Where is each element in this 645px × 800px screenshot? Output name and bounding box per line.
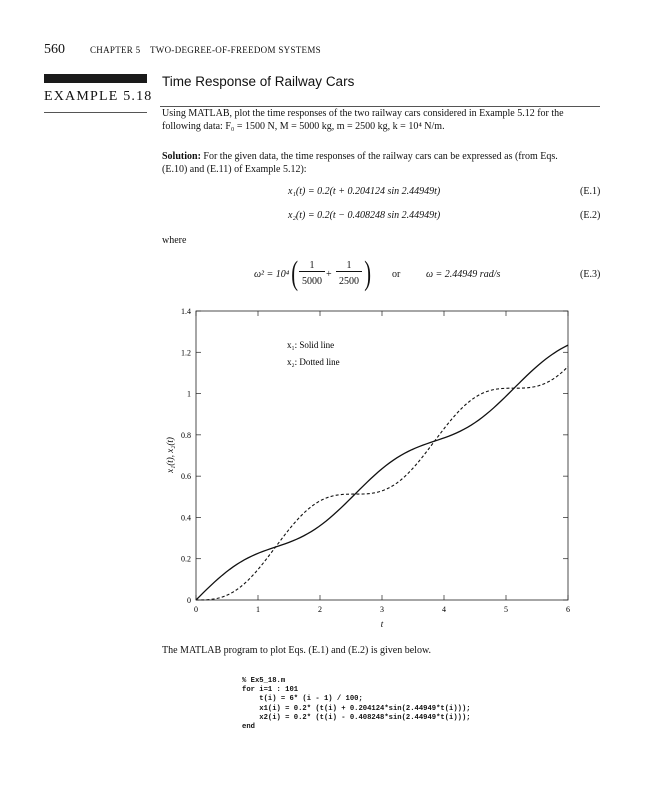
solution-label: Solution: <box>162 151 201 162</box>
equation-e1-number: (E.1) <box>580 186 601 197</box>
frac2-denominator: 2500 <box>339 276 359 287</box>
equation-e2: x₂(t) = 0.2(t − 0.408248 sin 2.44949t) <box>288 210 441 221</box>
y-axis-label: x₁(t), x₂(t) <box>165 437 175 473</box>
example-label: EXAMPLE 5.18 <box>44 89 153 104</box>
chapter-label: CHAPTER 5 <box>90 45 141 55</box>
left-paren: ( <box>291 255 299 292</box>
y-tick-label: 0.4 <box>181 513 191 523</box>
chart-ticks <box>181 307 570 614</box>
legend-x2: x₂: Dotted line <box>287 357 340 367</box>
omega-squared: ω² = 10⁴ <box>254 269 290 280</box>
or-text: or <box>392 269 401 280</box>
y-tick-label: 1.2 <box>181 348 191 358</box>
x-tick-label: 5 <box>504 605 508 614</box>
y-tick-label: 0.8 <box>181 430 191 440</box>
omega-value: ω = 2.44949 rad/s <box>426 269 501 280</box>
page-number: 560 <box>44 42 65 57</box>
frac2-numerator: 1 <box>336 260 362 272</box>
frac1-denominator: 5000 <box>302 276 322 287</box>
plus-sign: + <box>326 269 332 280</box>
example-title: Time Response of Railway Cars <box>162 74 355 89</box>
x-tick-label: 4 <box>442 605 446 614</box>
where-text: where <box>162 235 187 246</box>
equation-e1: x₁(t) = 0.2(t + 0.204124 sin 2.44949t) <box>288 186 441 197</box>
x-axis-label: t <box>380 619 384 629</box>
legend-x1: x₁: Solid line <box>287 340 335 350</box>
y-tick-label: 0.2 <box>181 554 191 564</box>
x-tick-label: 0 <box>194 605 198 614</box>
y-tick-label: 0.6 <box>181 472 191 482</box>
x-tick-label: 3 <box>380 605 384 614</box>
solution-line-2: (E.10) and (E.11) of Example 5.12): <box>162 164 307 175</box>
x-tick-label: 2 <box>318 605 322 614</box>
problem-line-1: Using MATLAB, plot the time responses of the two railway cars considered in Example 5.12 for the <box>162 108 564 119</box>
series-line-x1 <box>196 345 568 600</box>
matlab-intro: The MATLAB program to plot Eqs. (E.1) and (E.2) is given below. <box>162 645 432 656</box>
series-line-x2 <box>196 367 568 600</box>
problem-line-2: following data: F₀ = 1500 N, M = 5000 kg, m = 2500 kg, k = 10⁴ N/m. <box>162 121 445 132</box>
matlab-code: % Ex5_18.m for i=1 : 101 t(i) = 6* (i - 1) / 100; x1(i) = 0.2* (t(i) + 0.204124*sin(2.44949*t(i))); x2(i) = 0.2* (t(i) - 0.408248*sin(2.44949*t(i))); end <box>242 677 471 732</box>
chart-series <box>196 345 568 600</box>
right-paren: ) <box>364 255 372 292</box>
y-tick-label: 1 <box>187 389 191 399</box>
frac1-numerator: 1 <box>299 260 325 272</box>
solution-text: For the given data, the time responses of the railway cars can be expressed as (from Eqs. <box>203 151 558 162</box>
x-tick-label: 1 <box>256 605 260 614</box>
y-tick-label: 1.4 <box>181 307 191 316</box>
chapter-title: TWO-DEGREE-OF-FREEDOM SYSTEMS <box>150 45 321 55</box>
equation-e3-number: (E.3) <box>580 269 601 280</box>
y-tick-label: 0 <box>187 596 191 605</box>
x-tick-label: 6 <box>566 605 570 614</box>
equation-e2-number: (E.2) <box>580 210 601 221</box>
